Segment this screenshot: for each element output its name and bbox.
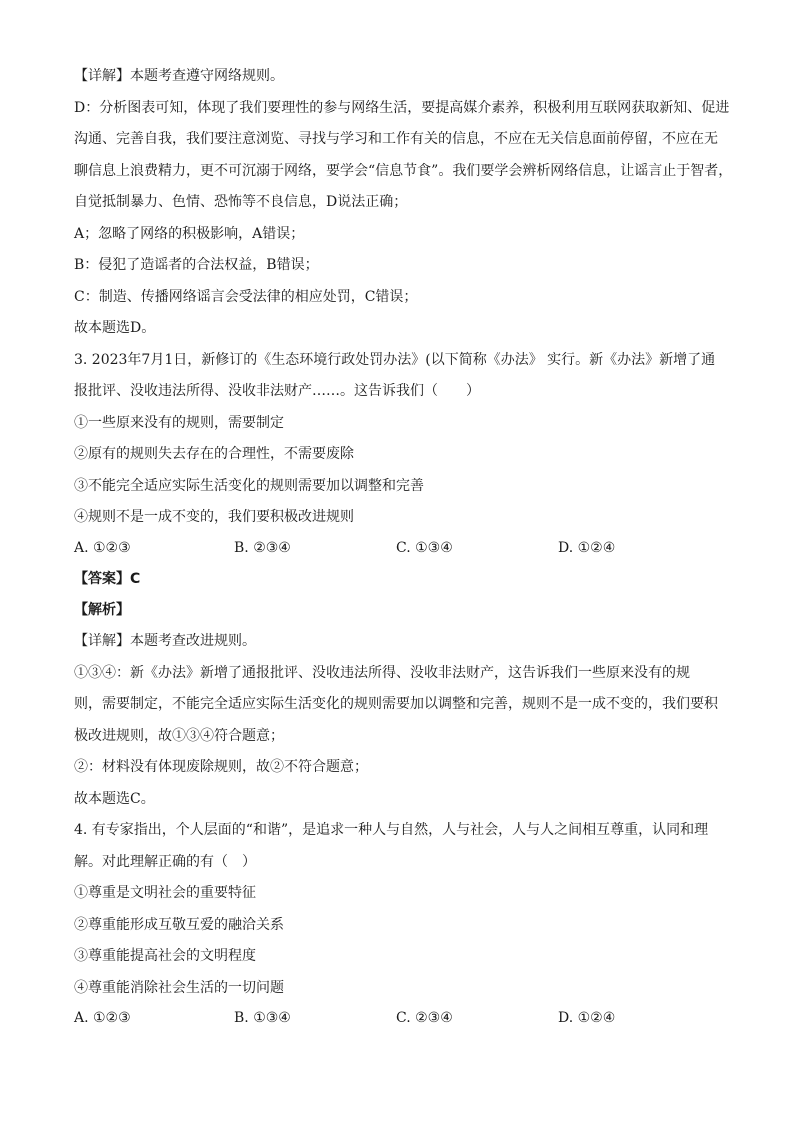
q3-conclusion: 故本题选C。 bbox=[74, 791, 155, 807]
q3-analysis-heading: 【解析】 bbox=[74, 602, 130, 618]
q3-option-c: C. ①③④ bbox=[396, 540, 453, 556]
q3-option-b: B. ②③④ bbox=[234, 540, 291, 556]
q3-option-a: A. ①②③ bbox=[74, 540, 131, 556]
q4-option-a: A. ①②③ bbox=[74, 1010, 131, 1026]
q4-item-2: ②尊重能形成互敬互爱的融洽关系 bbox=[74, 917, 284, 933]
q4-option-b: B. ①③④ bbox=[234, 1010, 291, 1026]
q3-stem-2: 报批评、没收违法所得、没收非法财产……。这告诉我们（ ） bbox=[74, 383, 480, 399]
q4-item-3: ③尊重能提高社会的文明程度 bbox=[74, 948, 256, 964]
q3-item-2: ②原有的规则失去存在的合理性，不需要废除 bbox=[74, 446, 354, 462]
q3-item-3: ③不能完全适应实际生活变化的规则需要加以调整和完善 bbox=[74, 478, 424, 494]
q3-option-d: D. ①②④ bbox=[558, 540, 616, 556]
q2-b-line: B：侵犯了造谣者的合法权益，B错误； bbox=[74, 257, 319, 273]
q4-stem-1: 4. 有专家指出，个人层面的“和谐”，是追求一种人与自然，人与社会，人与人之间相互尊重，认同和理 bbox=[74, 822, 709, 838]
q3-stem-1: 3. 2023年7月1日，新修订的《生态环境行政处罚办法》(以下简称《办法》 实行。新《办法》新增了通 bbox=[74, 352, 716, 368]
q3-explain-1: ①③④：新《办法》新增了通报批评、没收违法所得、没收非法财产，这告诉我们一些原来没有的规 bbox=[74, 665, 690, 681]
q2-d-line-2: 沟通、完善自我，我们要注意浏览、寻找与学习和工作有关的信息，不应在无关信息面前停留，不应在无 bbox=[74, 131, 718, 147]
q4-item-1: ①尊重是文明社会的重要特征 bbox=[74, 885, 256, 901]
q2-d-line-3: 聊信息上浪费精力，更不可沉溺于网络，要学会“信息节食”。我们要学会辨析网络信息，让谣言止于智者， bbox=[74, 163, 733, 179]
q3-detail-heading: 【详解】本题考查改进规则。 bbox=[74, 633, 256, 649]
q2-a-line: A；忽略了网络的积极影响，A错误； bbox=[74, 226, 305, 242]
q2-d-line-1: D：分析图表可知，体现了我们要理性的参与网络生活，要提高媒介素养，积极利用互联网获取新知、促进 bbox=[74, 100, 730, 116]
q2-detail-heading: 【详解】本题考查遵守网络规则。 bbox=[74, 68, 284, 84]
q3-answer: 【答案】C bbox=[74, 571, 141, 587]
q2-c-line: C：制造、传播网络谣言会受法律的相应处罚，C错误； bbox=[74, 289, 418, 305]
q4-stem-2: 解。对此理解正确的有（ ） bbox=[74, 854, 256, 870]
q3-item-4: ④规则不是一成不变的，我们要积极改进规则 bbox=[74, 509, 354, 525]
q3-item-1: ①一些原来没有的规则，需要制定 bbox=[74, 415, 284, 431]
q4-item-4: ④尊重能消除社会生活的一切问题 bbox=[74, 980, 284, 996]
q2-conclusion: 故本题选D。 bbox=[74, 320, 156, 336]
q4-option-c: C. ②③④ bbox=[396, 1010, 453, 1026]
q4-option-d: D. ①②④ bbox=[558, 1010, 616, 1026]
q3-explain-2: 则，需要制定，不能完全适应实际生活变化的规则需要加以调整和完善，规则不是一成不变的，我们要积 bbox=[74, 696, 718, 712]
q3-explain-3: 极改进规则，故①③④符合题意； bbox=[74, 728, 284, 744]
q2-d-line-4: 自觉抵制暴力、色情、恐怖等不良信息，D说法正确； bbox=[74, 194, 408, 210]
q3-explain-4: ②：材料没有体现废除规则，故②不符合题意； bbox=[74, 759, 368, 775]
